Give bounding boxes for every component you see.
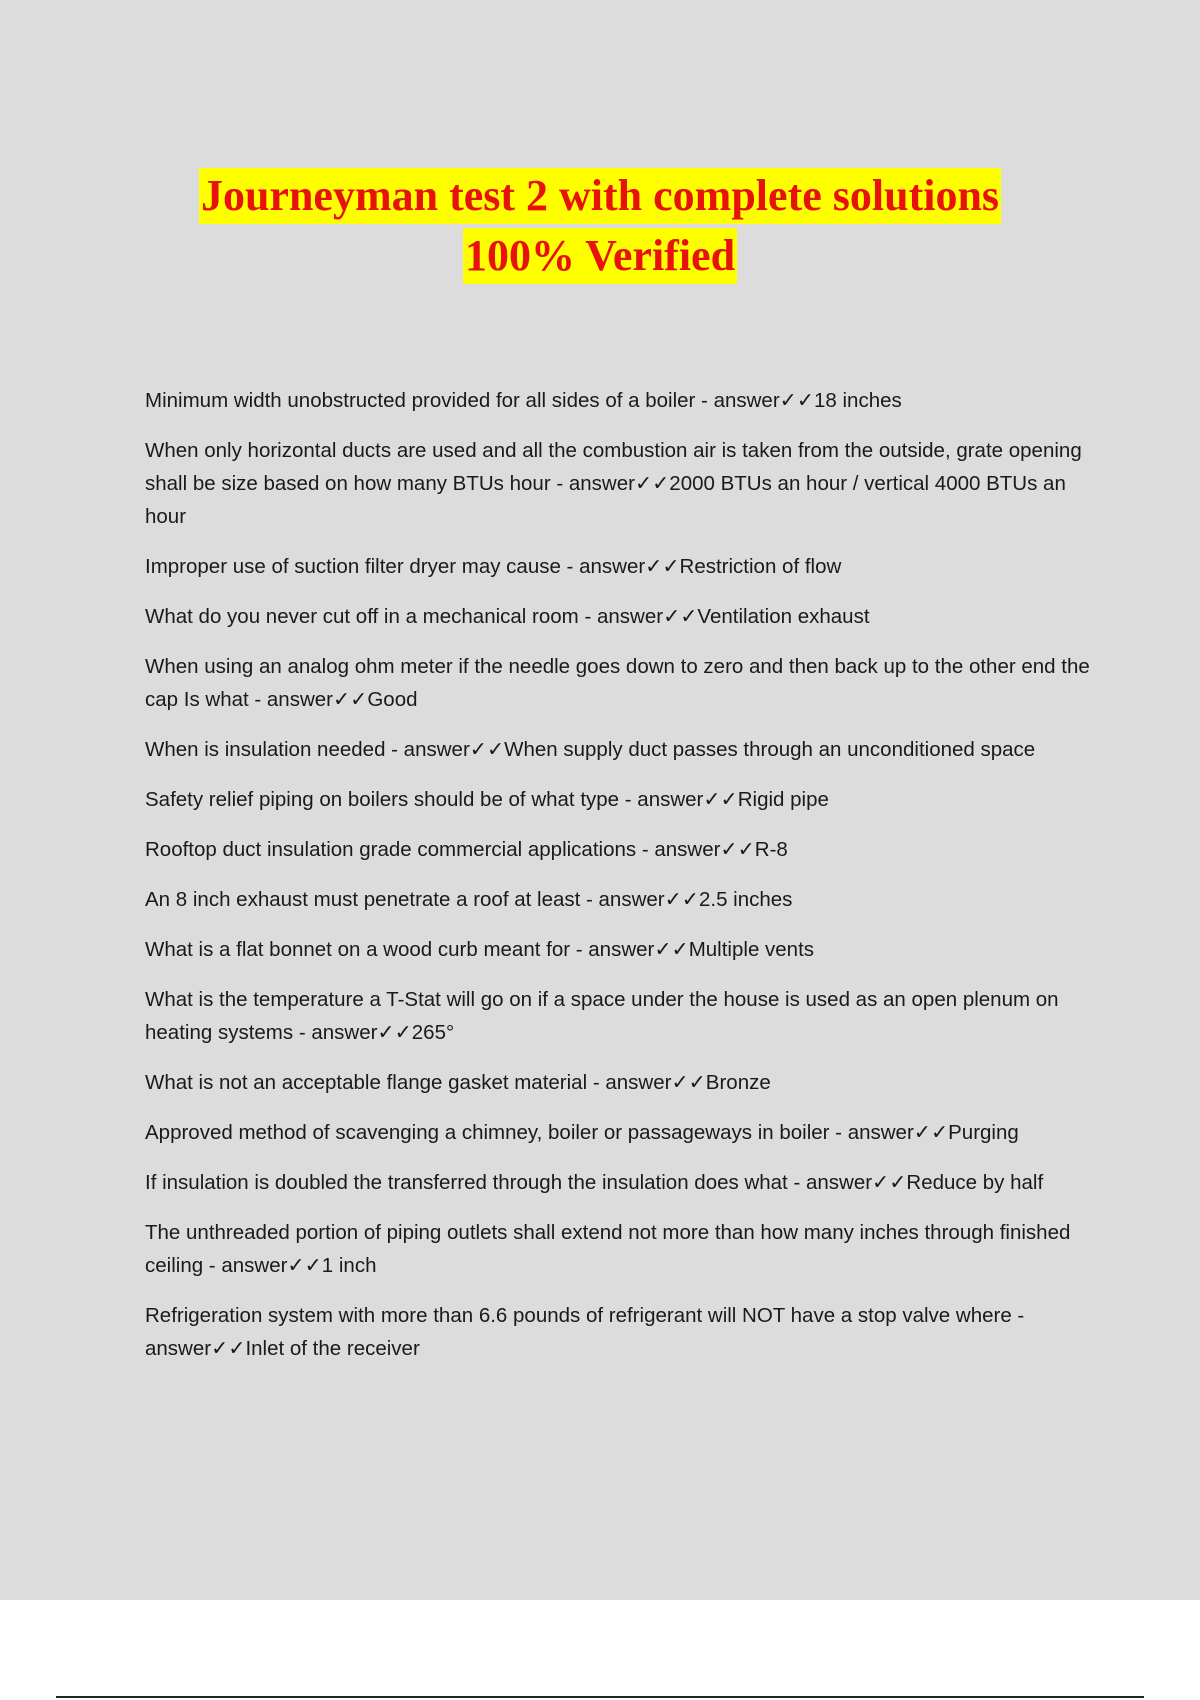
qa-item: Improper use of suction filter dryer may cause - answer✓✓Restriction of flow bbox=[145, 555, 842, 578]
qa-item: Minimum width unobstructed provided for all sides of a boiler - answer✓✓18 inches bbox=[145, 389, 902, 412]
title-line-2: 100% Verified bbox=[463, 228, 737, 284]
qa-item: The unthreaded portion of piping outlets shall extend not more than how many inches through finished ceiling - answer✓✓1 inch bbox=[145, 1221, 1071, 1277]
qa-item: If insulation is doubled the transferred through the insulation does what - answer✓✓Reduce by half bbox=[145, 1171, 1044, 1194]
qa-item: When using an analog ohm meter if the needle goes down to zero and then back up to the other end the cap Is what - answer✓✓Good bbox=[145, 655, 1090, 711]
qa-list bbox=[145, 384, 1090, 1382]
document-title bbox=[0, 168, 1200, 284]
qa-item: Refrigeration system with more than 6.6 pounds of refrigerant will NOT have a stop valve where - answer✓✓Inlet of the receiver bbox=[145, 1304, 1025, 1360]
qa-item: Rooftop duct insulation grade commercial applications - answer✓✓R-8 bbox=[145, 838, 788, 861]
qa-item: When is insulation needed - answer✓✓When supply duct passes through an unconditioned space bbox=[145, 738, 1036, 761]
qa-item: What do you never cut off in a mechanical room - answer✓✓Ventilation exhaust bbox=[145, 605, 870, 628]
qa-item: An 8 inch exhaust must penetrate a roof at least - answer✓✓2.5 inches bbox=[145, 888, 793, 911]
qa-item: What is the temperature a T-Stat will go on if a space under the house is used as an open plenum on heating systems - answer✓✓265° bbox=[145, 988, 1059, 1044]
title-line-1: Journeyman test 2 with complete solutions bbox=[199, 168, 1001, 224]
footer-rule bbox=[56, 1696, 1144, 1698]
qa-item: Safety relief piping on boilers should be of what type - answer✓✓Rigid pipe bbox=[145, 788, 829, 811]
qa-item: Approved method of scavenging a chimney, boiler or passageways in boiler - answer✓✓Purging bbox=[145, 1121, 1019, 1144]
qa-item: What is a flat bonnet on a wood curb meant for - answer✓✓Multiple vents bbox=[145, 938, 815, 961]
qa-item: What is not an acceptable flange gasket material - answer✓✓Bronze bbox=[145, 1071, 771, 1094]
qa-item: When only horizontal ducts are used and all the combustion air is taken from the outside, grate opening shall be size based on how many BTUs hour - answer✓✓2000 BTUs an hour / vertical 4000 BTUs an hour bbox=[145, 439, 1082, 528]
